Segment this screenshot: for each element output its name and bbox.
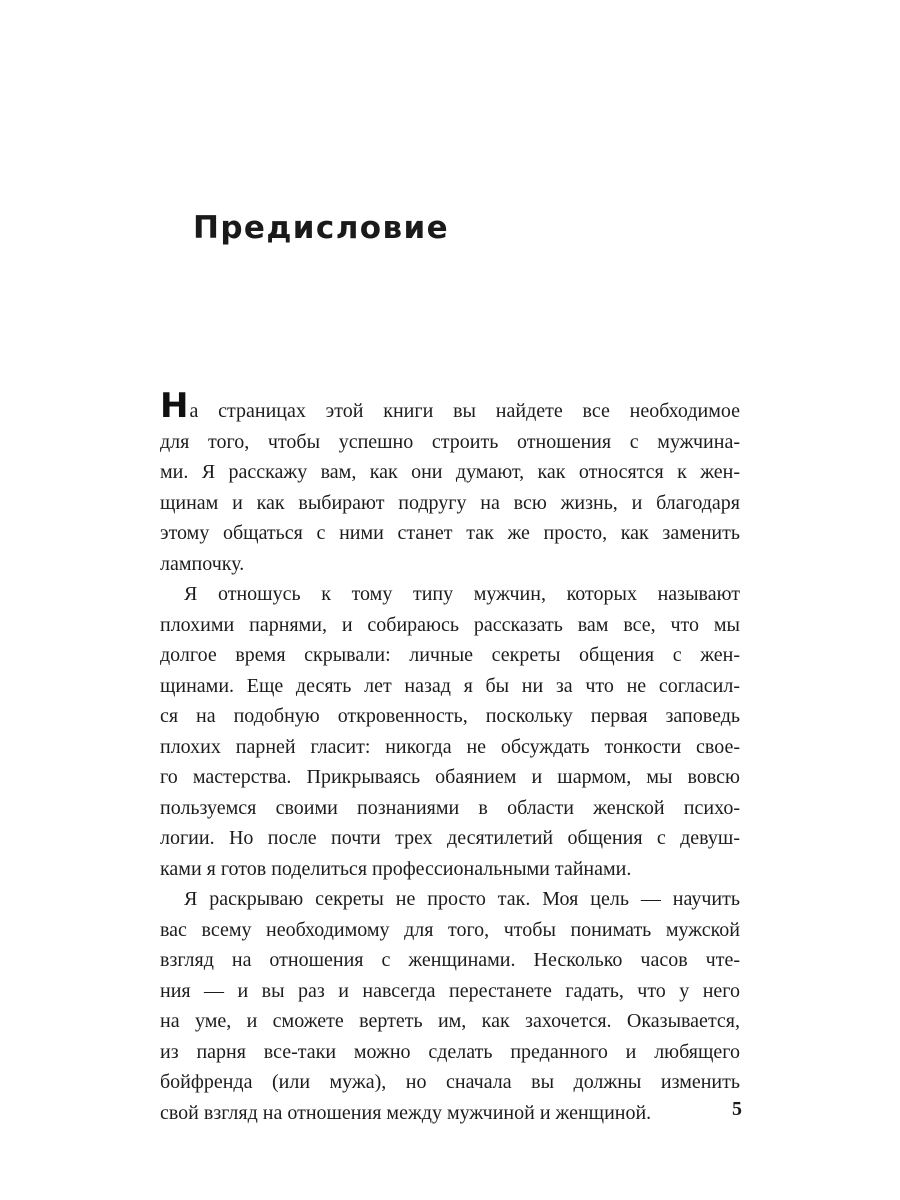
- paragraph-line: долгое время скрывали: личные секреты общения с жен-: [160, 644, 740, 666]
- paragraph-line: пользуемся своими познаниями в области женской психо-: [160, 796, 740, 819]
- drop-cap: Н: [160, 386, 189, 426]
- paragraph-line: ками я готов поделиться профессиональными тайнами.: [160, 857, 632, 880]
- paragraph-line: щинами. Еще десять лет назад я бы ни за что не согласил-: [160, 674, 740, 697]
- paragraph-line: [160, 386, 740, 427]
- paragraph-line: бойфренда (или мужа), но сначала вы должны изменить: [160, 1071, 740, 1093]
- paragraph-line: на уме, и сможете вертеть им, как захочется. Оказывается,: [160, 1010, 740, 1032]
- paragraph-line: плохих парней гласит: никогда не обсуждать тонкости свое-: [160, 735, 740, 758]
- paragraph-line: для того, чтобы успешно строить отношения с мужчина-: [160, 430, 740, 453]
- paragraph-line: логии. Но после почти трех десятилетий общения с девуш-: [160, 827, 740, 849]
- paragraph-line: из парня все-таки можно сделать преданного и любящего: [160, 1040, 740, 1063]
- paragraph-line: ся на подобную откровенность, поскольку первая заповедь: [160, 705, 740, 727]
- paragraph-line: го мастерства. Прикрываясь обаянием и шармом, мы вовсю: [160, 766, 740, 788]
- chapter-title: Предисловие: [193, 210, 450, 246]
- line-text: а страницах этой книги вы найдете все необходимое: [189, 400, 740, 422]
- page-number: 5: [732, 1098, 742, 1120]
- paragraph-line: этому общаться с ними станет так же просто, как заменить: [160, 522, 740, 544]
- paragraph-line: Я отношусь к тому типу мужчин, которых называют: [184, 583, 740, 605]
- paragraph-line: ми. Я расскажу вам, как они думают, как относятся к жен-: [160, 461, 740, 483]
- paragraph-2: [160, 579, 740, 884]
- paragraph-line: вас всему необходимому для того, чтобы понимать мужской: [160, 918, 740, 941]
- paragraph-line: щинам и как выбирают подругу на всю жизнь, и благодаря: [160, 491, 740, 514]
- paragraph-line: лампочку.: [160, 552, 245, 575]
- paragraph-line: взгляд на отношения с женщинами. Несколько часов чте-: [160, 949, 740, 971]
- body-text: [160, 386, 740, 1128]
- paragraph-line: ния — и вы раз и навсегда перестанете гадать, что у него: [160, 979, 740, 1002]
- paragraph-3: [160, 884, 740, 1128]
- paragraph-line: плохими парнями, и собираюсь рассказать вам все, что мы: [160, 613, 740, 636]
- paragraph-1: [160, 386, 740, 579]
- paragraph-line: свой взгляд на отношения между мужчиной и женщиной.: [160, 1101, 652, 1124]
- paragraph-line: Я раскрываю секреты не просто так. Моя цель — научить: [184, 888, 740, 910]
